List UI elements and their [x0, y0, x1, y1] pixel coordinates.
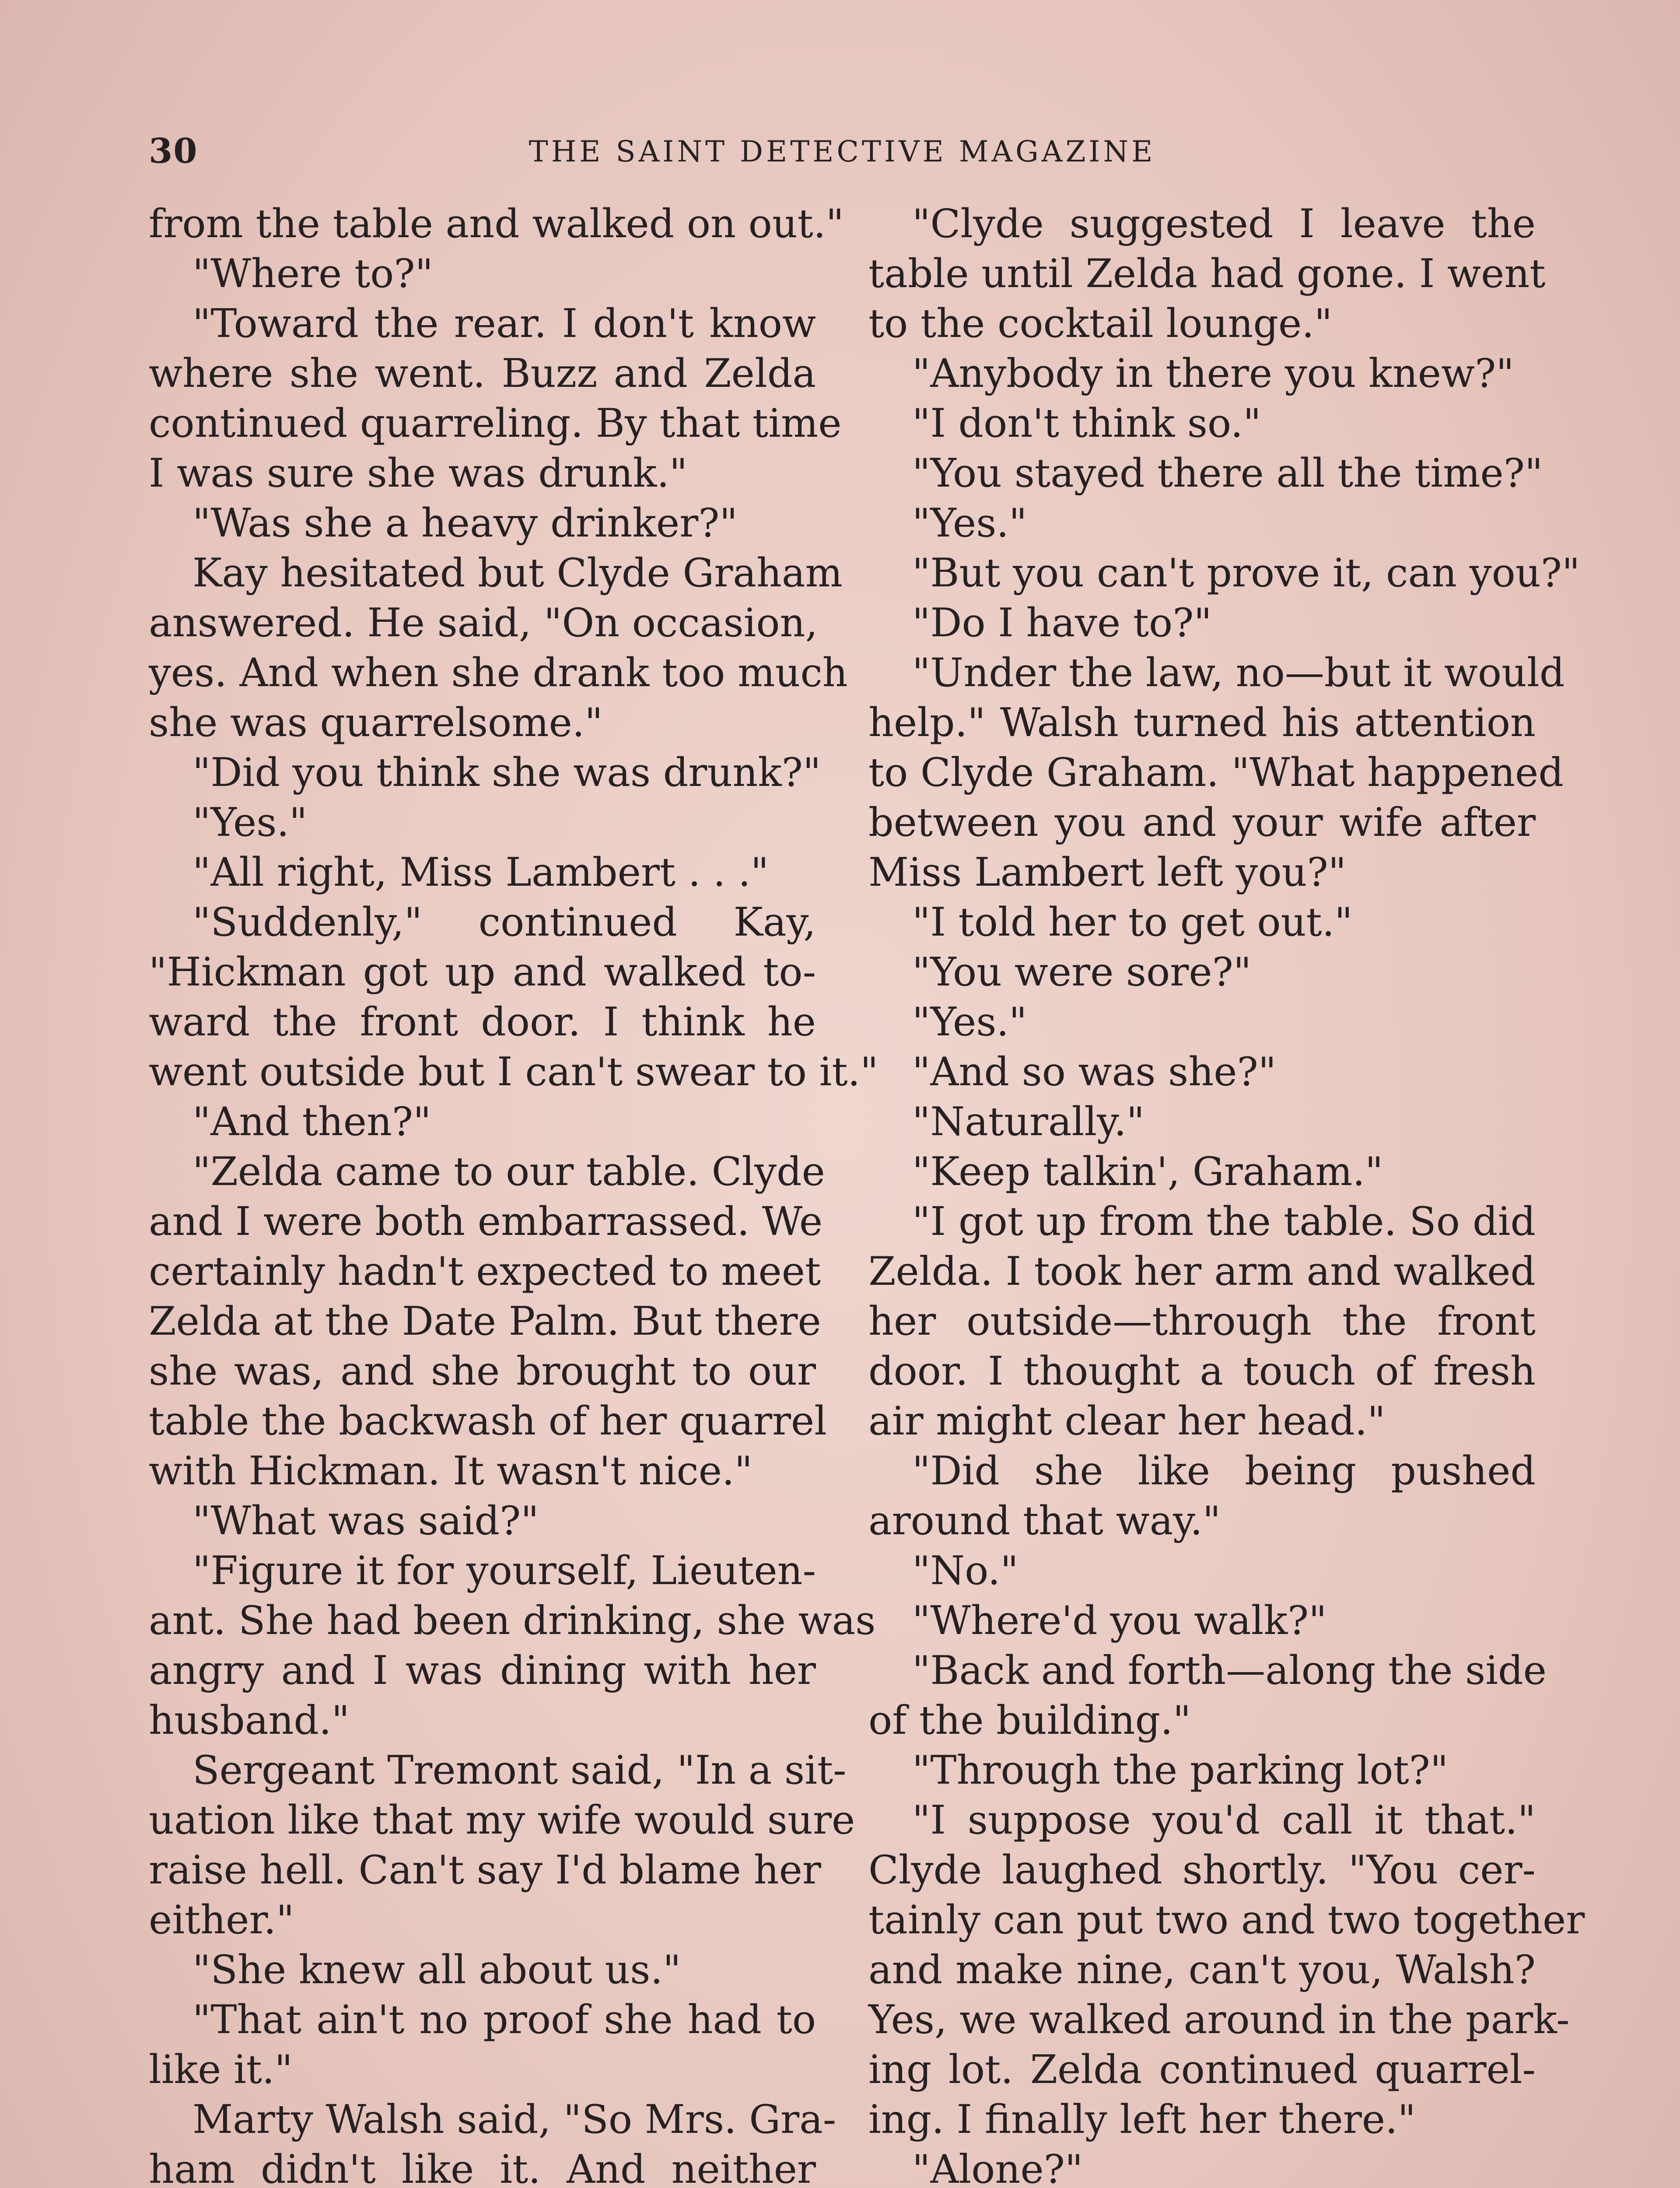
text-line: Zelda at the Date Palm. But there: [149, 1298, 821, 1344]
text-line: continued quarreling. By that time: [149, 400, 842, 446]
text-line: she was, and she brought to our: [149, 1348, 816, 1394]
text-line: "You stayed there all the time?": [912, 450, 1543, 496]
text-line: "Under the law, no—but it would: [912, 650, 1565, 696]
text-line: "Back and forth—along the side: [912, 1648, 1547, 1694]
text-line: where she went. Buzz and Zelda: [149, 351, 816, 396]
text-line: she was quarrelsome.": [149, 700, 603, 746]
right-column: [868, 199, 1585, 2188]
text-line: "Figure it for yourself, Lieuten-: [192, 1548, 816, 1594]
text-line: "All right, Miss Lambert . . .": [192, 849, 769, 895]
text-line: Yes, we walked around in the park-: [868, 1997, 1570, 2043]
text-line: "Naturally.": [912, 1099, 1145, 1145]
text-line: tainly can put two and two together: [868, 1897, 1585, 1943]
text-line: "Did you think she was drunk?": [192, 750, 821, 796]
text-line: "No.": [912, 1548, 1018, 1594]
text-line: "Hickman got up and walked to-: [149, 949, 816, 995]
text-line: from the table and walked on out.": [149, 201, 844, 247]
text-line: between you and your wife after: [868, 799, 1536, 845]
text-line: to Clyde Graham. "What happened: [868, 750, 1564, 796]
text-line: help." Walsh turned his attention: [868, 700, 1536, 746]
text-line: "Yes.": [912, 999, 1027, 1045]
text-line: Kay hesitated but Clyde Graham: [192, 550, 843, 596]
text-line: Marty Walsh said, "So Mrs. Gra-: [192, 2097, 836, 2142]
text-line: "Clyde suggested I leave the: [912, 201, 1536, 247]
text-line: "Toward the rear. I don't know: [192, 301, 816, 347]
text-line: "Keep talkin', Graham.": [912, 1149, 1383, 1195]
text-line: "Anybody in there you knew?": [912, 351, 1514, 396]
text-line: Clyde laughed shortly. "You cer-: [868, 1847, 1536, 1893]
text-line: Zelda. I took her arm and walked: [868, 1248, 1536, 1294]
text-line: ing lot. Zelda continued quarrel-: [868, 2047, 1536, 2093]
text-line: yes. And when she drank too much: [149, 650, 848, 696]
text-line: went outside but I can't swear to it.": [149, 1049, 878, 1095]
text-line: "Zelda came to our table. Clyde: [192, 1149, 825, 1195]
text-line: I was sure she was drunk.": [149, 450, 688, 496]
text-line: to the cocktail lounge.": [868, 301, 1333, 347]
text-line: either.": [149, 1897, 294, 1943]
text-line: door. I thought a touch of fresh: [868, 1348, 1536, 1394]
text-line: "And then?": [192, 1099, 431, 1145]
text-line: angry and I was dining with her: [149, 1648, 816, 1694]
text-line: "Yes.": [912, 500, 1027, 546]
text-line: Sergeant Tremont said, "In a sit-: [192, 1747, 847, 1793]
text-line: around that way.": [868, 1498, 1221, 1544]
text-line: ward the front door. I think he: [149, 999, 816, 1045]
text-line: raise hell. Can't say I'd blame her: [149, 1847, 821, 1893]
text-line: air might clear her head.": [868, 1398, 1386, 1444]
text-line: "Did she like being pushed: [912, 1448, 1536, 1494]
text-line: ing. I finally left her there.": [868, 2097, 1416, 2142]
text-line: certainly hadn't expected to meet: [149, 1248, 821, 1294]
text-line: ant. She had been drinking, she was: [149, 1598, 876, 1644]
text-line: "I told her to get out.": [912, 899, 1353, 945]
text-line: uation like that my wife would sure: [149, 1797, 855, 1843]
text-line: "I don't think so.": [912, 400, 1261, 446]
text-line: "Was she a heavy drinker?": [192, 500, 738, 546]
text-line: "Through the parking lot?": [912, 1747, 1449, 1793]
text-line: and I were both embarrassed. We: [149, 1199, 823, 1245]
text-line: "Yes.": [192, 799, 308, 845]
text-line: like it.": [149, 2047, 293, 2093]
text-line: "Where'd you walk?": [912, 1598, 1327, 1644]
text-line: of the building.": [868, 1697, 1191, 1743]
text-line: Miss Lambert left you?": [868, 849, 1347, 895]
text-line: "Suddenly," continued Kay,: [192, 899, 816, 945]
page-header: [149, 131, 1536, 175]
text-line: "And so was she?": [912, 1049, 1277, 1095]
text-line: "That ain't no proof she had to: [192, 1997, 816, 2043]
text-line: her outside—through the front: [868, 1298, 1536, 1344]
text-line: "She knew all about us.": [192, 1947, 681, 1993]
text-line: table until Zelda had gone. I went: [868, 251, 1546, 297]
text-line: "But you can't prove it, can you?": [912, 550, 1580, 596]
text-line: and make nine, can't you, Walsh?: [868, 1947, 1536, 1993]
text-line: husband.": [149, 1697, 350, 1743]
text-line: "Do I have to?": [912, 600, 1212, 646]
text-line: "Alone?": [912, 2146, 1083, 2188]
running-head: THE SAINT DETECTIVE MAGAZINE: [528, 135, 1156, 168]
page-number: 30: [149, 131, 198, 171]
text-line: answered. He said, "On occasion,: [149, 600, 818, 646]
text-line: "You were sore?": [912, 949, 1252, 995]
text-line: table the backwash of her quarrel: [149, 1398, 827, 1444]
text-line: "I suppose you'd call it that.": [912, 1797, 1536, 1843]
text-line: "Where to?": [192, 251, 434, 297]
left-column: [149, 199, 878, 2188]
text-line: "What was said?": [192, 1498, 539, 1544]
text-line: "I got up from the table. So did: [912, 1199, 1536, 1245]
text-line: with Hickman. It wasn't nice.": [149, 1448, 753, 1494]
text-line: ham didn't like it. And neither: [149, 2146, 816, 2188]
